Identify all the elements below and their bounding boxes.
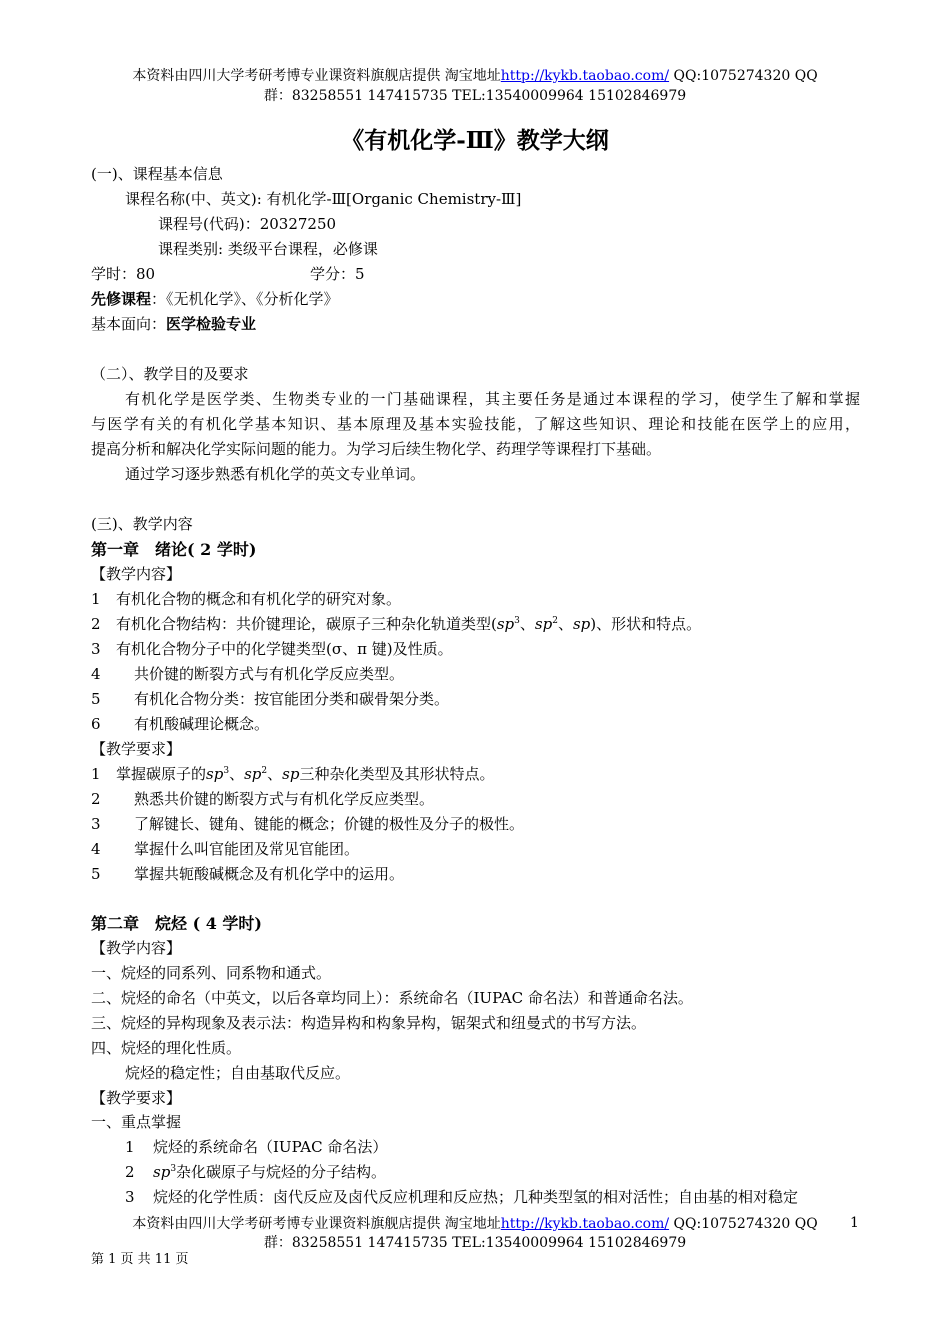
ch1-req-item: 1 掌握碳原子的$sp^3$、$sp^2$、sp三种杂化类型及其形状特点。	[91, 765, 495, 783]
ch1-content-item: 3 有机化合物分子中的化学键类型(σ、π 键)及性质。	[91, 640, 453, 658]
ch1-content-item: 4 共价键的断裂方式与有机化学反应类型。	[91, 665, 405, 683]
major-label: 基本面向：	[91, 315, 167, 333]
footer-contact: 群：83258551 147415735 TEL:13540009964 15102846979	[263, 1235, 687, 1251]
s3-heading: (三)、教学内容	[91, 515, 193, 533]
s2-para1-line1: 有机化学是医学类、生物类专业的一门基础课程，其主要任务是通过本课程的学习，使学生了解和掌握	[125, 390, 860, 408]
footer-text: 本资料由四川大学考研考博专业课资料旗舰店提供 淘宝地址	[132, 1216, 501, 1232]
ch2-req-item: 2 $sp^3$杂化碳原子与烷烃的分子结构。	[125, 1163, 387, 1181]
ch2-req-label: 【教学要求】	[91, 1089, 182, 1107]
course-hours: 学时：80	[91, 265, 156, 283]
header-text: 本资料由四川大学考研考博专业课资料旗舰店提供 淘宝地址	[132, 68, 501, 84]
prereq-label: 先修课程	[91, 290, 152, 308]
ch1-content-item: 1 有机化合物的概念和有机化学的研究对象。	[91, 590, 402, 608]
ch2-content-item: 烷烃的稳定性；自由基取代反应。	[125, 1064, 351, 1082]
ch2-content-item: 四、烷烃的理化性质。	[91, 1039, 242, 1057]
ch2-content-item: 二、烷烃的命名（中英文，以后各章均同上）：系统命名（IUPAC 命名法）和普通命名法。	[91, 989, 693, 1007]
footer-shop-link[interactable]: http://kykb.taobao.com/	[500, 1216, 670, 1232]
ch2-req-heading: 一、重点掌握	[91, 1113, 182, 1131]
ch2-content-item: 三、烷烃的异构现象及表示法：构造异构和构象异构，锯架式和纽曼式的书写方法。	[91, 1014, 647, 1032]
ch1-req-item: 5 掌握共轭酸碱概念及有机化学中的运用。	[91, 865, 405, 883]
course-type: 课程类别: 类级平台课程，必修课	[158, 240, 378, 258]
course-name: 课程名称(中、英文): 有机化学-Ⅲ[Organic Chemistry-Ⅲ]	[125, 190, 522, 208]
target-major	[91, 313, 256, 334]
ch2-content-label: 【教学内容】	[91, 939, 182, 957]
ch1-content-label: 【教学内容】	[91, 565, 182, 583]
ch1-req-item: 3 了解键长、键角、键能的概念；价键的极性及分子的极性。	[91, 815, 525, 833]
ch2-content-item: 一、烷烃的同系列、同系物和通式。	[91, 964, 332, 982]
page-footer	[0, 1216, 950, 1233]
s2-heading: （二）、教学目的及要求	[91, 365, 249, 383]
ch1-req-item: 2 熟悉共价键的断裂方式与有机化学反应类型。	[91, 790, 435, 808]
ch1-req-label: 【教学要求】	[91, 740, 182, 758]
s2-para1-line2: 与医学有关的有机化学基本知识、基本原理及基本实验技能，了解这些知识、理论和技能在医学上的应用，	[91, 415, 860, 433]
page-header	[0, 68, 950, 85]
chapter1-title: 第一章 绪论( 2 学时)	[91, 540, 257, 559]
ch1-content-item: 5 有机化合物分类：按官能团分类和碳骨架分类。	[91, 690, 450, 708]
s2-para2: 通过学习逐步熟悉有机化学的英文专业单词。	[125, 465, 426, 483]
shop-link[interactable]: http://kykb.taobao.com/	[500, 68, 670, 84]
ch2-req-item: 1 烷烃的系统命名（IUPAC 命名法）	[125, 1138, 388, 1156]
ch1-content-item: 2 有机化合物结构：共价键理论，碳原子三种杂化轨道类型($sp^3$、$sp^2$、sp)、形状和特点。	[91, 615, 702, 633]
prerequisites	[91, 288, 339, 309]
ch2-req-item: 3 烷烃的化学性质：卤代反应及卤代反应机理和反应热；几种类型氢的相对活性；自由基的相对稳定	[125, 1188, 799, 1206]
doc-title: 《有机化学-Ⅲ》教学大纲	[341, 127, 609, 154]
course-credits: 学分：5	[310, 265, 365, 283]
chapter2-title: 第二章 烷烃 ( 4 学时)	[91, 914, 262, 933]
course-code: 课程号(代码)：20327250	[158, 215, 337, 233]
header-qq: QQ:1075274320 QQ	[673, 68, 818, 84]
page-info: 第 1 页 共 11 页	[91, 1252, 189, 1267]
s2-para1-line3: 提高分析和解决化学实际问题的能力。为学习后续生物化学、药理学等课程打下基础。	[91, 440, 662, 458]
prereq-value: ：《无机化学》、《分析化学》	[151, 290, 339, 308]
header-contact: 群：83258551 147415735 TEL:13540009964 15102846979	[263, 88, 687, 104]
page-number: 1	[850, 1215, 859, 1231]
ch1-content-item: 6 有机酸碱理论概念。	[91, 715, 270, 733]
s1-heading: (一)、课程基本信息	[91, 165, 223, 183]
ch1-req-item: 4 掌握什么叫官能团及常见官能团。	[91, 840, 360, 858]
footer-qq: QQ:1075274320 QQ	[673, 1216, 818, 1232]
major-value: 医学检验专业	[166, 315, 257, 333]
